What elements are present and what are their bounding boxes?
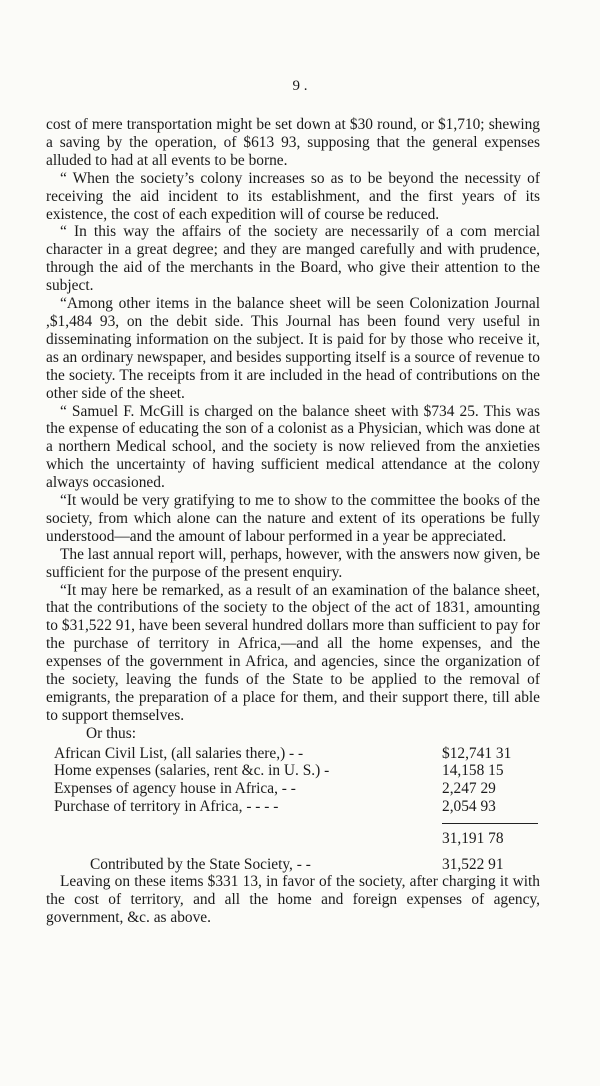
subtotal-amount: 31,191 78 bbox=[442, 830, 504, 848]
expense-label: Purchase of territory in Africa, - - - - bbox=[54, 797, 279, 815]
expense-table bbox=[46, 745, 540, 874]
expense-label: African Civil List, (all salaries there,) - - bbox=[54, 744, 304, 762]
expense-amount: 2,054 93 bbox=[442, 797, 496, 815]
expense-amount: $12,741 31 bbox=[442, 744, 512, 762]
contributed-row bbox=[46, 856, 540, 874]
subtotal-row bbox=[46, 830, 540, 848]
expense-amount: 14,158 15 bbox=[442, 762, 504, 780]
expense-row bbox=[46, 762, 540, 780]
expense-row bbox=[46, 780, 540, 798]
contributed-amount: 31,522 91 bbox=[442, 855, 504, 873]
expense-amount: 2,247 29 bbox=[442, 779, 496, 797]
expense-row bbox=[46, 798, 540, 816]
paragraph: “Among other items in the balance sheet will be seen Colonization Journal ,$1,484 93, on the debit side. This Journal has been found very useful in disseminating information on the subject. It is paid for by those who receive it, as an ordinary newspaper, and besides supporting itself is a source of revenue to the society. The receipts from it are included in the head of contributions on the other side of the sheet. bbox=[46, 295, 540, 402]
expense-label: Expenses of agency house in Africa, - - bbox=[54, 779, 296, 797]
paragraph: cost of mere transportation might be set down at $30 round, or $1,710; shewing a saving by the operation, of $613 93, supposing that the general expenses alluded to had at all events to be borne. bbox=[46, 116, 540, 169]
paragraph: “It may here be remarked, as a result of an examination of the balance sheet, that the contributions of the society to the object of the act of 1831, amounting to $31,522 91, have been several hundred dollars more than sufficient to pay for the purchase of territory in Africa,—and all the home expenses, and the expenses of the government in Africa, and agencies, since the organization of the society, leaving the funds of the State to be applied to the removal of emigrants, the preparation of a place for them, and their support there, till able to support themselves. bbox=[46, 581, 540, 724]
page-number: 9 . bbox=[292, 78, 308, 94]
sum-rule bbox=[442, 823, 538, 824]
or-thus-label: Or thus: bbox=[86, 724, 137, 742]
paragraph: “ Samuel F. McGill is charged on the balance sheet with $734 25. This was the expense of educating the son of a colonist as a Physician, which was done at a northern Medical school, and the society is now relieved from the anxieties which the uncertainty of having sufficient medical attendance at the colony always occasioned. bbox=[46, 402, 540, 492]
expense-label: Home expenses (salaries, rent &c. in U. S.) - bbox=[54, 762, 330, 780]
paragraph: “ In this way the affairs of the society are necessarily of a com mercial character in a great degree; and they are manged carefully and with prudence, through the aid of the merchants in the Board, who give their attention to the subject. bbox=[46, 223, 540, 295]
paragraph: “ When the society’s colony increases so as to be beyond the necessity of receiving the aid incident to its establishment, and the first years of its existence, the cost of each expedition will of course be reduced. bbox=[46, 169, 540, 223]
paragraph: “It would be very gratifying to me to show to the committee the books of the society, from which alone can the nature and extent of its operations be fully understood—and the amount of labour performed in a year be appreciated. bbox=[46, 492, 540, 545]
closing-paragraph: Leaving on these items $331 13, in favor of the society, after charging it with the cost of territory, and all the home and foreign expenses of agency, government, &c. as above. bbox=[46, 873, 540, 927]
contributed-label: Contributed by the State Society, - - bbox=[90, 855, 311, 873]
paragraph: The last annual report will, perhaps, however, with the answers now given, be sufficient for the purpose of the present enquiry. bbox=[46, 545, 540, 581]
expense-row bbox=[46, 745, 540, 763]
body-text bbox=[46, 116, 540, 927]
